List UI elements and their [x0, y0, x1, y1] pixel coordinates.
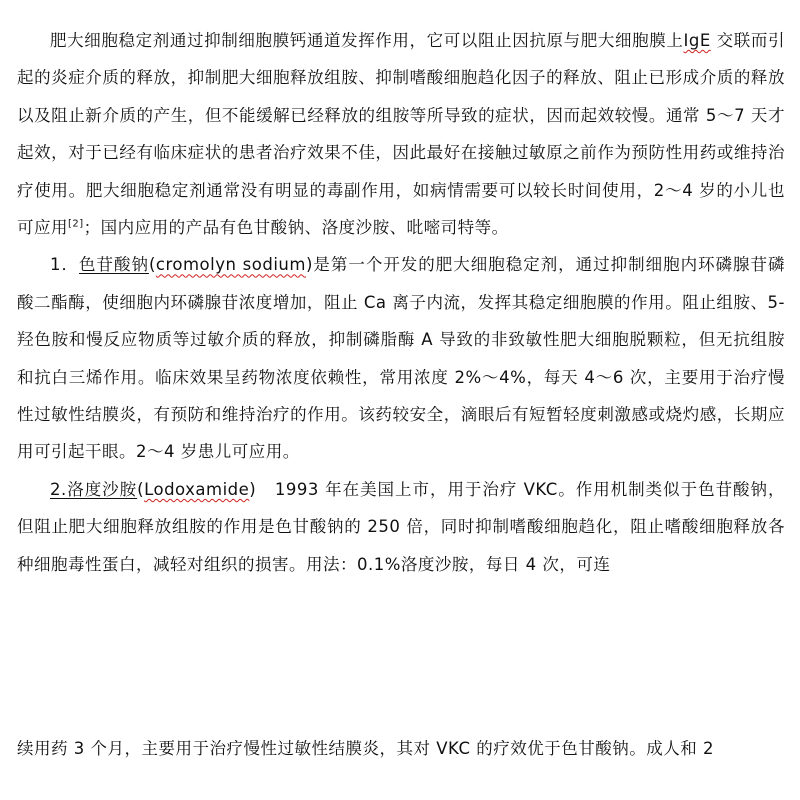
- section-heading: 2.洛度沙胺: [50, 479, 138, 499]
- list-number: 1．: [50, 255, 79, 275]
- document-body: [17, 22, 785, 583]
- paragraph-cromolyn-sodium: [17, 246, 785, 470]
- drug-term-en: Lodoxamide: [144, 479, 250, 499]
- spellcheck-flagged-word: IgE: [683, 31, 711, 50]
- drug-term-paren-open: (: [148, 255, 156, 275]
- paragraph-text: 1993 年在美国上市，用于治疗 VKC。作用机制类似于色苷酸钠，但阻止肥大细胞释放组胺的作用是色甘酸钠的 250 倍，同时抑制嗜酸细胞趋化，阻止嗜酸细胞释放各种细胞毒性蛋白，减轻对组织的损害。用法：0.1%洛度沙胺，每日 4 次，可连: [17, 479, 785, 574]
- drug-term-cn: 色苷酸钠: [78, 255, 149, 275]
- drug-term-paren-close: ): [249, 479, 257, 499]
- drug-term-en: cromolyn sodium: [155, 255, 306, 275]
- cropped-bottom-line: [17, 722, 785, 759]
- drug-term-paren-open: (: [137, 479, 145, 499]
- paragraph-text: 交联而引起的炎症介质的释放，抑制肥大细胞释放组胺、抑制嗜酸细胞趋化因子的释放、阻止已形成介质的释放以及阻止新介质的产生，但不能缓解已经释放的组胺等所导致的症状，因而起效较慢。通常 5～7 天才起效，对于已经有临床症状的患者治疗效果不佳，因此最好在接触过敏原之前作为预防性用药或维持治疗使用。肥大细胞稳定剂通常没有明显的毒副作用，如病情需要可以较长时间使用，2～4 岁的小儿也可应用: [17, 31, 785, 238]
- paragraph-text: 是第一个开发的肥大细胞稳定剂，通过抑制细胞内环磷腺苷磷酸二酯酶，使细胞内环磷腺苷浓度增加，阻止 Ca 离子内流，发挥其稳定细胞膜的作用。阻止组胺、5-羟色胺和慢反应物质等过敏介质的释放，抑制磷脂酶 A 导致的非致敏性肥大细胞脱颗粒，但无抗组胺和抗白三烯作用。临床效果呈药物浓度依赖性，常用浓度 2%～4%，每天 4～6 次，主要用于治疗慢性过敏性结膜炎，有预防和维持治疗的作用。该药较安全，滴眼后有短暂轻度刺激感或烧灼感，长期应用可引起干眼。2～4 岁患儿可应用。: [17, 255, 786, 462]
- paragraph-text-cropped: 续用药 3 个月，主要用于治疗慢性过敏性结膜炎，其对 VKC 的疗效优于色甘酸钠。成人和 2: [17, 739, 714, 758]
- citation-reference: [2]: [68, 218, 84, 230]
- paragraph-text: 肥大细胞稳定剂通过抑制细胞膜钙通道发挥作用，它可以阻止因抗原与肥大细胞膜上: [50, 31, 684, 50]
- paragraph-lodoxamide: [17, 471, 785, 583]
- paragraph-mast-cell-stabilizers: [17, 22, 785, 246]
- drug-term-paren-close: ): [305, 255, 313, 275]
- paragraph-text: ；国内应用的产品有色甘酸钠、洛度沙胺、吡嘧司特等。: [83, 218, 509, 238]
